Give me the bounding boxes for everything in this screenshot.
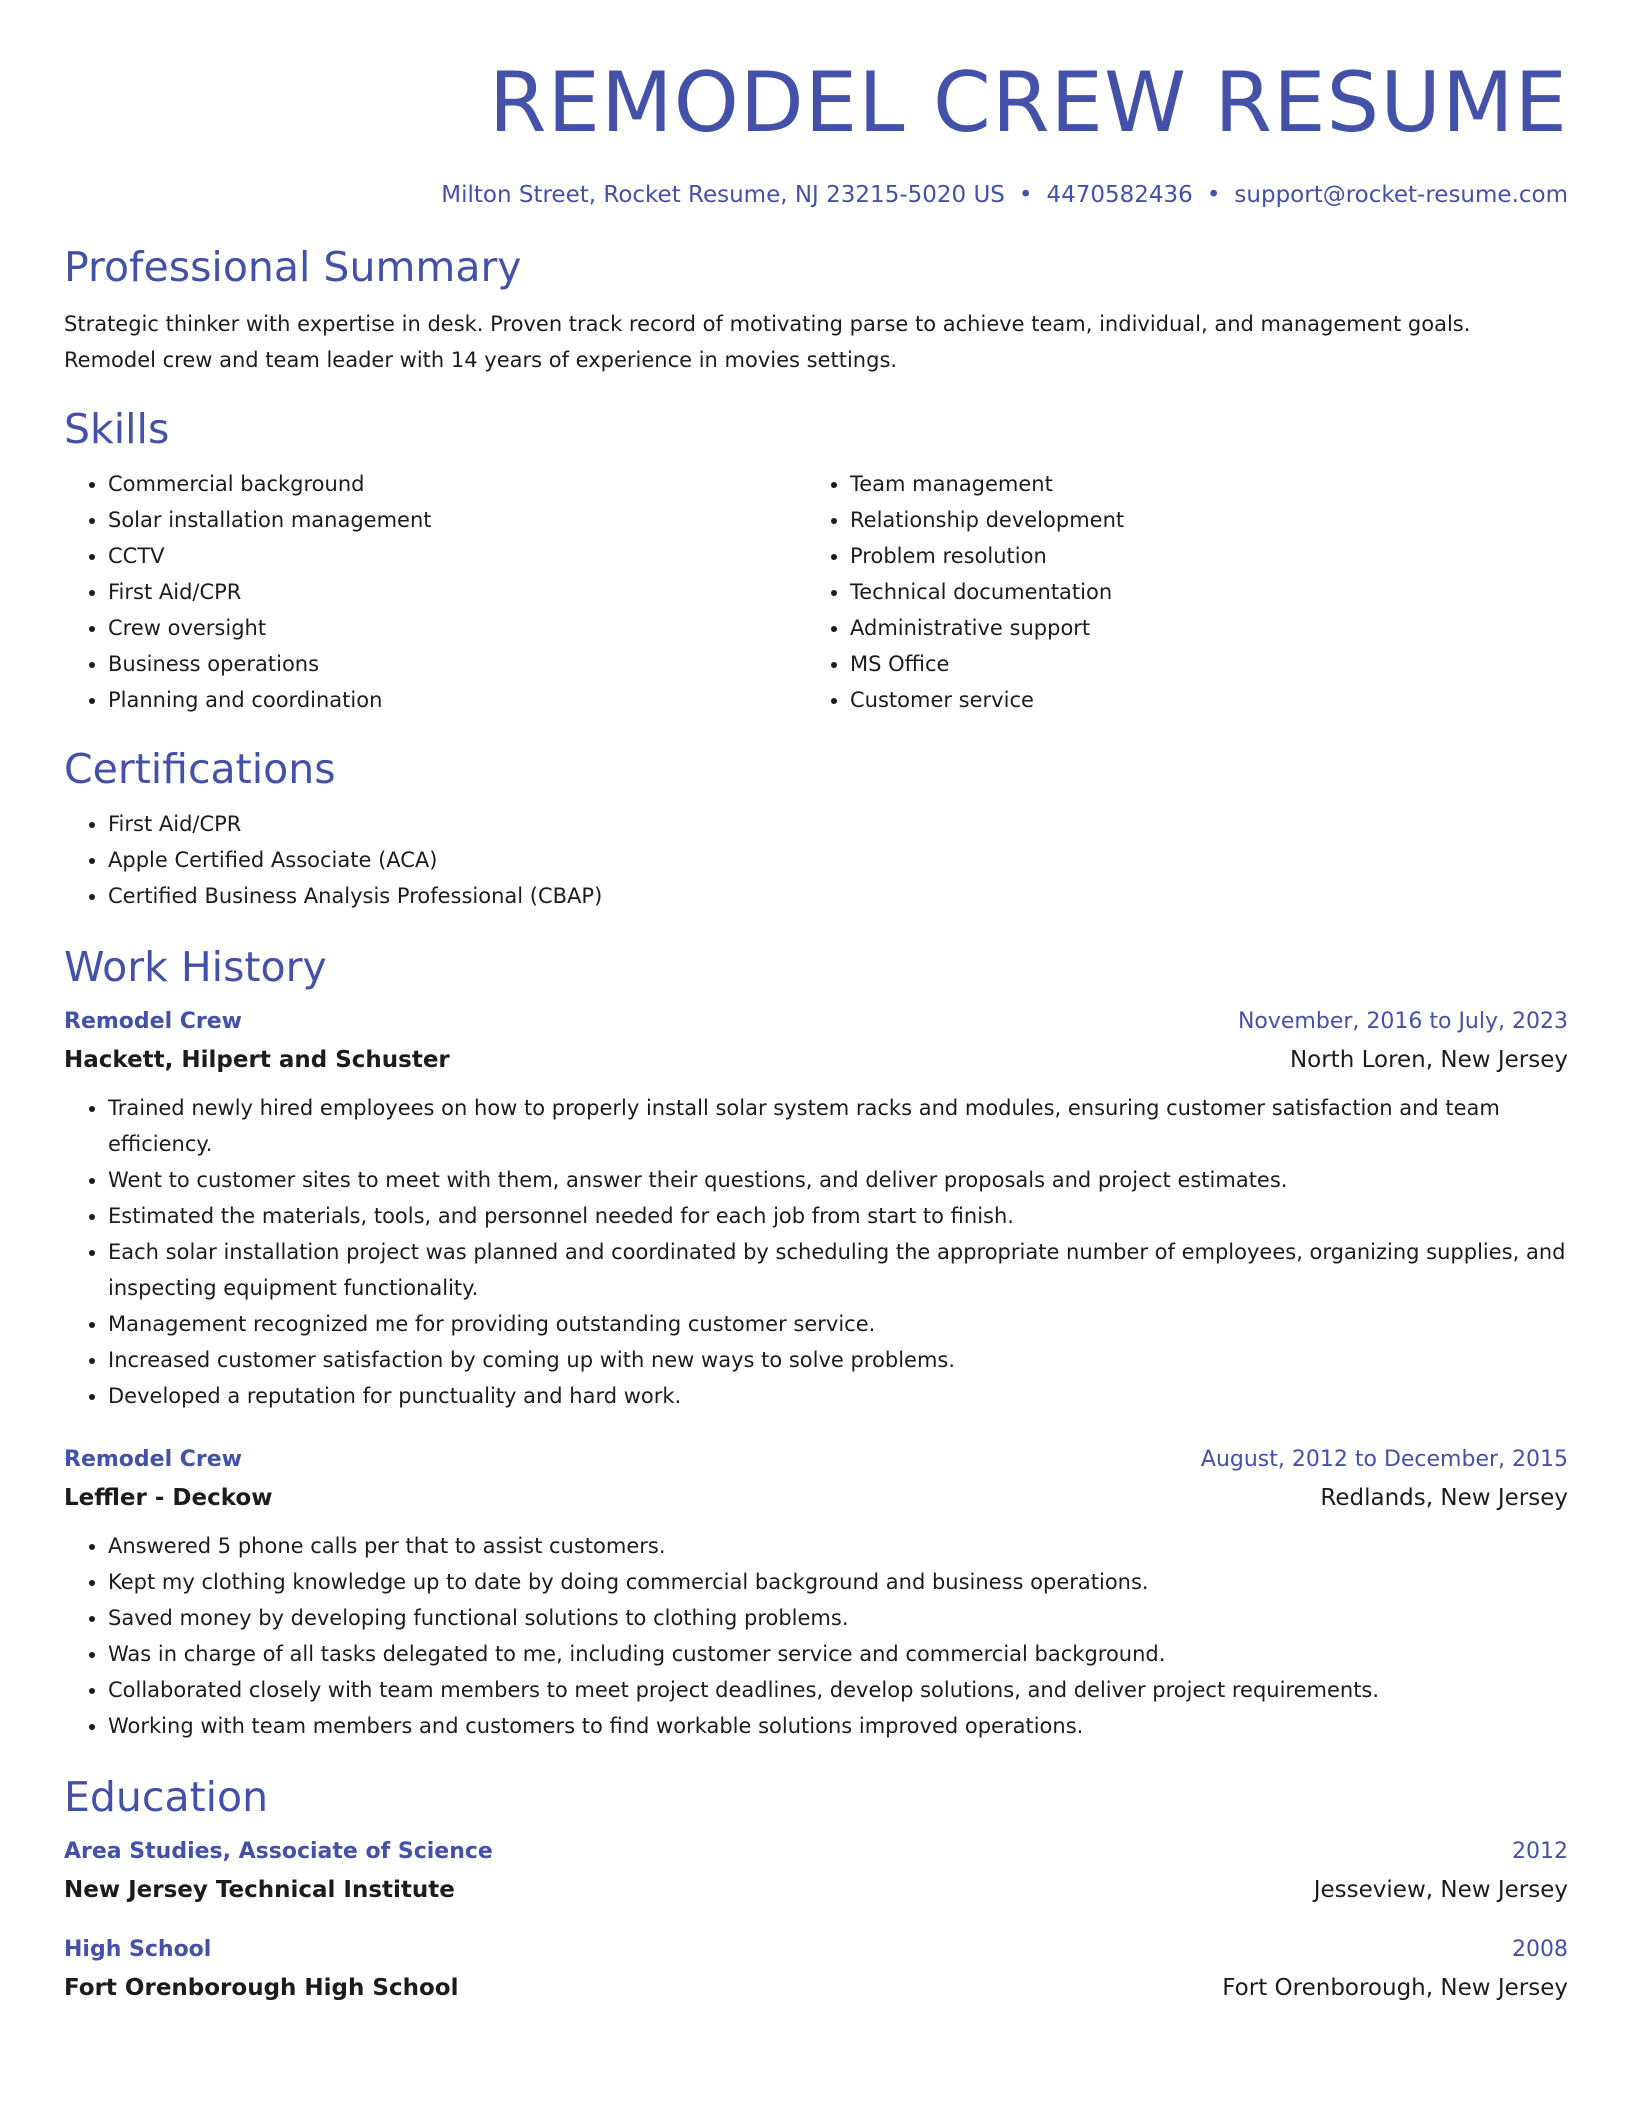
education-degree: Area Studies, Associate of Science — [64, 1839, 493, 1864]
skill-item: • First Aid/CPR — [108, 574, 806, 610]
skills-heading: Skills — [64, 405, 170, 453]
job-bullet: • Saved money by developing functional solutions to clothing problems. — [108, 1600, 1568, 1636]
job-bullet: • Trained newly hired employees on how to properly install solar system racks and modules, ensuring customer satisfaction and team efficiency. — [108, 1090, 1568, 1162]
skill-item: • Administrative support — [850, 610, 1568, 646]
skills-list-left — [64, 466, 806, 718]
contact-phone: 4470582436 — [1046, 182, 1193, 208]
job-bullet: • Answered 5 phone calls per that to assist customers. — [108, 1528, 1568, 1564]
summary-text: Strategic thinker with expertise in desk. Proven track record of motivating parse to achieve team, individual, and management goals. Remodel crew and team leader with 14 years of experience in movies settings. — [64, 312, 1471, 372]
job-bullet: • Collaborated closely with team members to meet project deadlines, develop solutions, and deliver project requirements. — [108, 1672, 1568, 1708]
skill-item: • MS Office — [850, 646, 1568, 682]
education-location: Jesseview, New Jersey — [1313, 1877, 1568, 1903]
resume-page — [64, 0, 1568, 2008]
skill-item: • Commercial background — [108, 466, 806, 502]
job-bullet: • Was in charge of all tasks delegated to me, including customer service and commercial background. — [108, 1636, 1568, 1672]
education-year: 2008 — [1512, 1937, 1568, 1962]
work-history-heading: Work History — [64, 943, 327, 991]
certification-item: • Certified Business Analysis Professional (CBAP) — [108, 878, 1568, 914]
education-degree: High School — [64, 1937, 212, 1962]
resume-name: REMODEL CREW RESUME — [488, 54, 1568, 151]
job-company: Hackett, Hilpert and Schuster — [64, 1047, 450, 1073]
education-entry — [64, 1834, 1568, 1910]
skill-item: • Solar installation management — [108, 502, 806, 538]
job-company: Leffler - Deckow — [64, 1485, 273, 1511]
skill-item: • Customer service — [850, 682, 1568, 718]
job-bullet: • Estimated the materials, tools, and personnel needed for each job from start to finish. — [108, 1198, 1568, 1234]
skill-item: • Relationship development — [850, 502, 1568, 538]
job-company-row — [64, 1040, 1568, 1080]
education-header-row — [64, 1834, 1568, 1870]
job-header-row — [64, 1442, 1568, 1478]
education-location: Fort Orenborough, New Jersey — [1222, 1975, 1568, 2001]
job-location: Redlands, New Jersey — [1320, 1485, 1568, 1511]
contact-separator: • — [1206, 182, 1221, 208]
job-header-row — [64, 1004, 1568, 1040]
education-school: New Jersey Technical Institute — [64, 1877, 455, 1903]
job-dates: November, 2016 to July, 2023 — [1237, 1009, 1568, 1034]
skill-item: • Planning and coordination — [108, 682, 806, 718]
job-bullet: • Management recognized me for providing outstanding customer service. — [108, 1306, 1568, 1342]
skills-grid — [64, 466, 1568, 718]
skill-item: • Crew oversight — [108, 610, 806, 646]
job-title: Remodel Crew — [64, 1009, 243, 1034]
skill-item: • Business operations — [108, 646, 806, 682]
skill-item: • Technical documentation — [850, 574, 1568, 610]
job-bullet: • Each solar installation project was planned and coordinated by scheduling the appropriate number of employees, organizing supplies, and inspecting equipment functionality. — [108, 1234, 1568, 1306]
education-school-row — [64, 1870, 1568, 1910]
job-bullets — [64, 1090, 1568, 1414]
certification-item: • First Aid/CPR — [108, 806, 1568, 842]
certification-item: • Apple Certified Associate (ACA) — [108, 842, 1568, 878]
job-bullet: • Went to customer sites to meet with them, answer their questions, and deliver proposals and project estimates. — [108, 1162, 1568, 1198]
skill-item: • Team management — [850, 466, 1568, 502]
job-dates: August, 2012 to December, 2015 — [1200, 1447, 1568, 1472]
contact-line — [64, 178, 1568, 212]
contact-address: Milton Street, Rocket Resume, NJ 23215-5020 US — [441, 182, 1005, 208]
skills-list-right — [806, 466, 1568, 718]
certifications-heading: Certifications — [64, 745, 336, 793]
education-school-row — [64, 1968, 1568, 2008]
certifications-list — [64, 806, 1568, 914]
skill-item: • CCTV — [108, 538, 806, 574]
job-bullet: • Kept my clothing knowledge up to date by doing commercial background and business operations. — [108, 1564, 1568, 1600]
skill-item: • Problem resolution — [850, 538, 1568, 574]
summary-heading: Professional Summary — [64, 243, 522, 291]
job-company-row — [64, 1478, 1568, 1518]
job-title: Remodel Crew — [64, 1447, 243, 1472]
education-year: 2012 — [1512, 1839, 1568, 1864]
contact-email: support@rocket-resume.com — [1234, 182, 1568, 208]
education-heading: Education — [64, 1773, 269, 1821]
job-bullet: • Working with team members and customers to find workable solutions improved operations. — [108, 1708, 1568, 1744]
education-header-row — [64, 1932, 1568, 1968]
education-entry — [64, 1932, 1568, 2008]
job-bullets — [64, 1528, 1568, 1744]
job-bullet: • Developed a reputation for punctuality and hard work. — [108, 1378, 1568, 1414]
education-school: Fort Orenborough High School — [64, 1975, 459, 2001]
job-location: North Loren, New Jersey — [1289, 1047, 1568, 1073]
job-entry — [64, 1442, 1568, 1744]
job-bullet: • Increased customer satisfaction by coming up with new ways to solve problems. — [108, 1342, 1568, 1378]
contact-separator: • — [1018, 182, 1033, 208]
job-entry — [64, 1004, 1568, 1414]
